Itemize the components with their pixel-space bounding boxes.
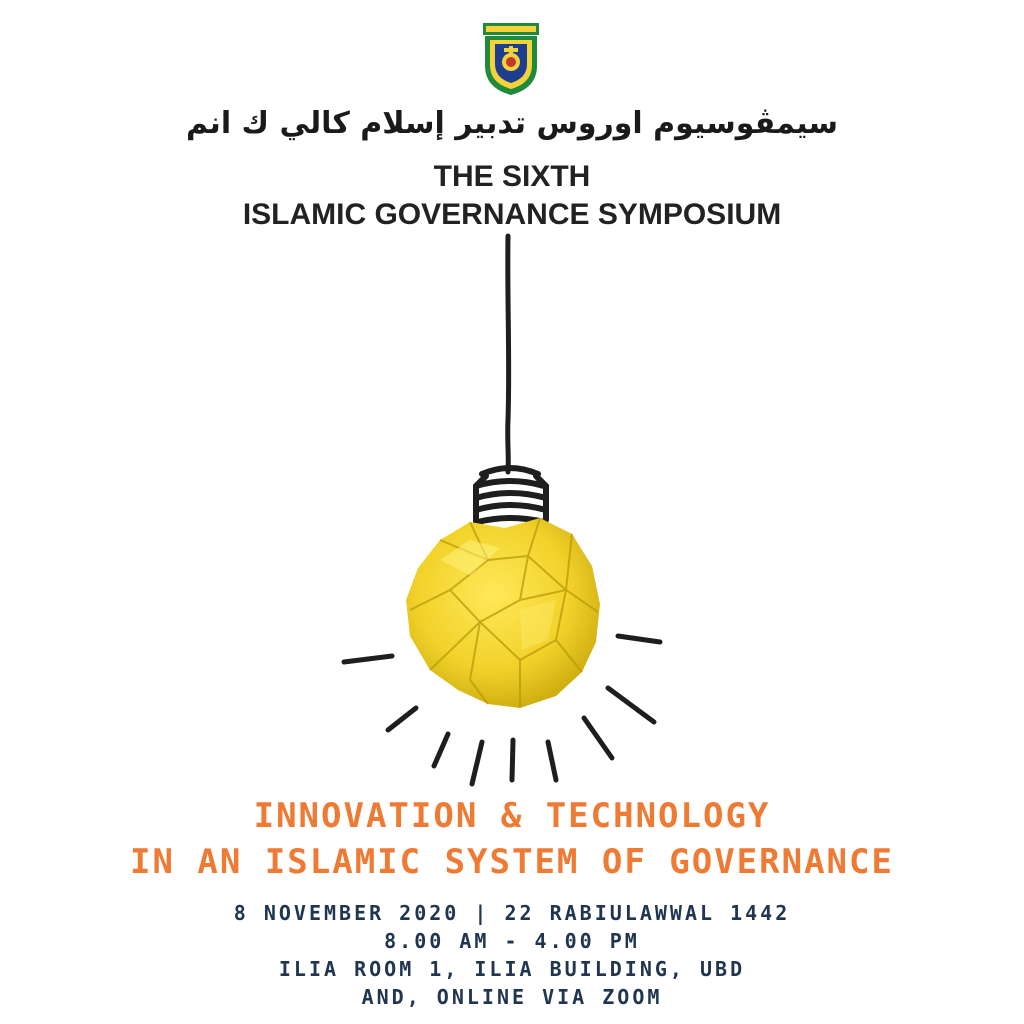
title-line-2: ISLAMIC GOVERNANCE SYMPOSIUM xyxy=(242,198,782,231)
bulb-socket xyxy=(476,468,546,522)
event-date: 8 NOVEMBER 2020 | 22 RABIULAWWAL 1442 xyxy=(233,901,791,925)
event-online: AND, ONLINE VIA ZOOM xyxy=(361,985,663,1009)
jawi-title: سيمڤوسيوم اوروس تدبير إسلام كالي ك انم xyxy=(186,106,838,141)
theme-line-1: INNOVATION & TECHNOLOGY xyxy=(253,796,771,836)
theme-line-2: IN AN ISLAMIC SYSTEM OF GOVERNANCE xyxy=(130,842,894,882)
cord-line xyxy=(508,236,509,472)
event-venue: ILIA ROOM 1, ILIA BUILDING, UBD xyxy=(278,957,746,981)
event-time: 8.00 AM - 4.00 PM xyxy=(384,929,640,953)
title-line-1: THE SIXTH xyxy=(433,160,591,193)
